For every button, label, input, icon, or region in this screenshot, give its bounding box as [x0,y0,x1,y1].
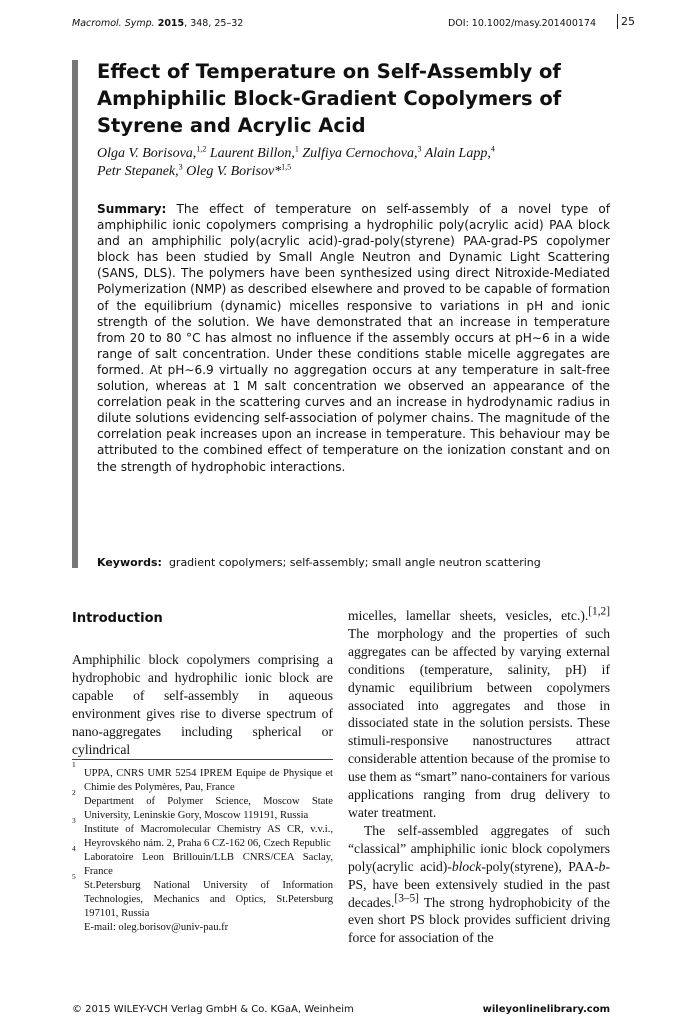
keywords-text: gradient copolymers; self-assembly; small angle neutron scattering [168,556,541,569]
email[interactable]: E-mail: oleg.borisov@univ-pau.fr [84,922,229,933]
page-number: 25 [617,14,635,29]
footnote: 3 Institute of Macromolecular Chemistry AS CR, v.v.i., Heyrovského nám. 2, Praha 6 CZ-162 06, Czech Republic [72,816,333,849]
abstract-side-bar [72,60,78,568]
doi[interactable]: DOI: 10.1002/masy.201400174 [447,18,596,29]
author: Petr Stepanek,$^3$ [97,162,183,179]
paragraph: micelles, lamellar sheets, vesicles, etc.).[1,2] The morphology and the properties of such aggregates can be affected by varying external conditions (temperature, salinity, pH) if dynamic equilibrium between copolymers associated into aggregates and those in dissociated state in the solution persists. These stimuli-responsive nanostructures attract considerable attention because of the promise to use them as “smart” nano-containers for various applications ranging from drug delivery to water treatment. [348,605,610,820]
copyright: © 2015 WILEY-VCH Verlag GmbH & Co. KGaA, Weinheim [72,1004,354,1015]
footnote: 4 Laboratoire Leon Brillouin/LLB CNRS/CEA Saclay, France [72,844,333,877]
paragraph: The self-assembled aggregates of such “classical” amphiphilic ionic block copolymers poly(acrylic acid)-block-poly(styrene), PAA-b-PS, have been extensively studied in the past decades.[3–5] The strong hydrophobicity of the even short PS block provides sufficient driving force for association of the [348,822,610,946]
author: Alain Lapp,$^4$ [424,144,495,161]
body-text-left: Amphiphilic block copolymers comprising a hydrophobic and hydrophilic ionic block are capable of self-assembly in aqueous environment gives rise to diverse spectrum of nano-aggregates including spherical or cylindrical [72,652,333,757]
author: Oleg V. Borisov*$^{1,5}$ [186,162,292,179]
journal-citation [72,18,243,29]
citation[interactable]: [3–5] [394,891,419,904]
author-list [97,145,617,181]
footnote: 2 Department of Polymer Science, Moscow State University, Leninskie Gory, Moscow 119191, Russia [72,788,333,821]
summary-label: Summary: [97,202,167,216]
article-title: Effect of Temperature on Self-Assembly of Amphiphilic Block-Gradient Copolymers of Styrene and Acrylic Acid [97,60,562,137]
author: Laurent Billon,$^1$ [209,144,299,161]
keywords-label: Keywords: [97,556,162,569]
citation[interactable]: [1,2] [588,605,610,618]
section-heading-introduction: Introduction [72,611,163,626]
footnote: 1 UPPA, CNRS UMR 5254 IPREM Equipe de Physique et Chimie des Polymères, Pau, France [72,760,333,793]
summary-text: The effect of temperature on self-assembly of a novel type of amphiphilic ionic copolymers comprising a hydrophilic poly(acrylic acid) PAA block and an amphiphilic poly(acrylic acid)-grad-poly(styrene) PAA-grad-PS copolymer block has been studied by Small Angle Neutron and Dynamic Light Scattering (SANS, DLS). The polymers have been synthesized using direct Nitroxide-Mediated Polymerization (NMP) as described elsewhere and proved to be capable of formation of the equilibrium (dynamic) micelles responsive to variations in pH and ionic strength of the solution. We have demonstrated that an increase in temperature from 20 to 80 °C has almost no influence if the assembly occurs at pH∼6 in a wide range of salt concentration. Under these conditions stable micelle aggregates are formed. At pH∼6.9 virtually no aggregation occurs at any temperature in salt-free solution, whereas at 1 M salt concentration we observed an appearance of the correlation peak in the scattering curves and an increase in hydrodynamic radius in dilute solutions evidencing self-association of polymer chains. The magnitude of the correlation peak increases upon an increase in temperature. This behaviour may be attributed to the combined effect of temperature on the ionization constant and on the strength of hydrophobic interactions. [97,202,610,474]
author: Zulfiya Cernochova,$^3$ [302,144,422,161]
footnote-divider [72,759,333,760]
abstract [97,201,610,475]
publisher-link[interactable]: wileyonlinelibrary.com [482,1004,610,1015]
author: Olga V. Borisova,$^{1,2}$ [97,144,207,161]
journal-name: Macromol. Symp. [72,18,155,29]
keywords [97,556,541,569]
journal-year: 2015 [157,18,185,29]
body-text-right [348,607,610,947]
footnotes [72,760,333,935]
footnote: 5 St.Petersburg National University of Information Technologies, Mechanics and Optics, St.Petersburg 197101, Russia [72,872,333,919]
journal-volume-pages: , 348, 25–32 [184,18,244,29]
